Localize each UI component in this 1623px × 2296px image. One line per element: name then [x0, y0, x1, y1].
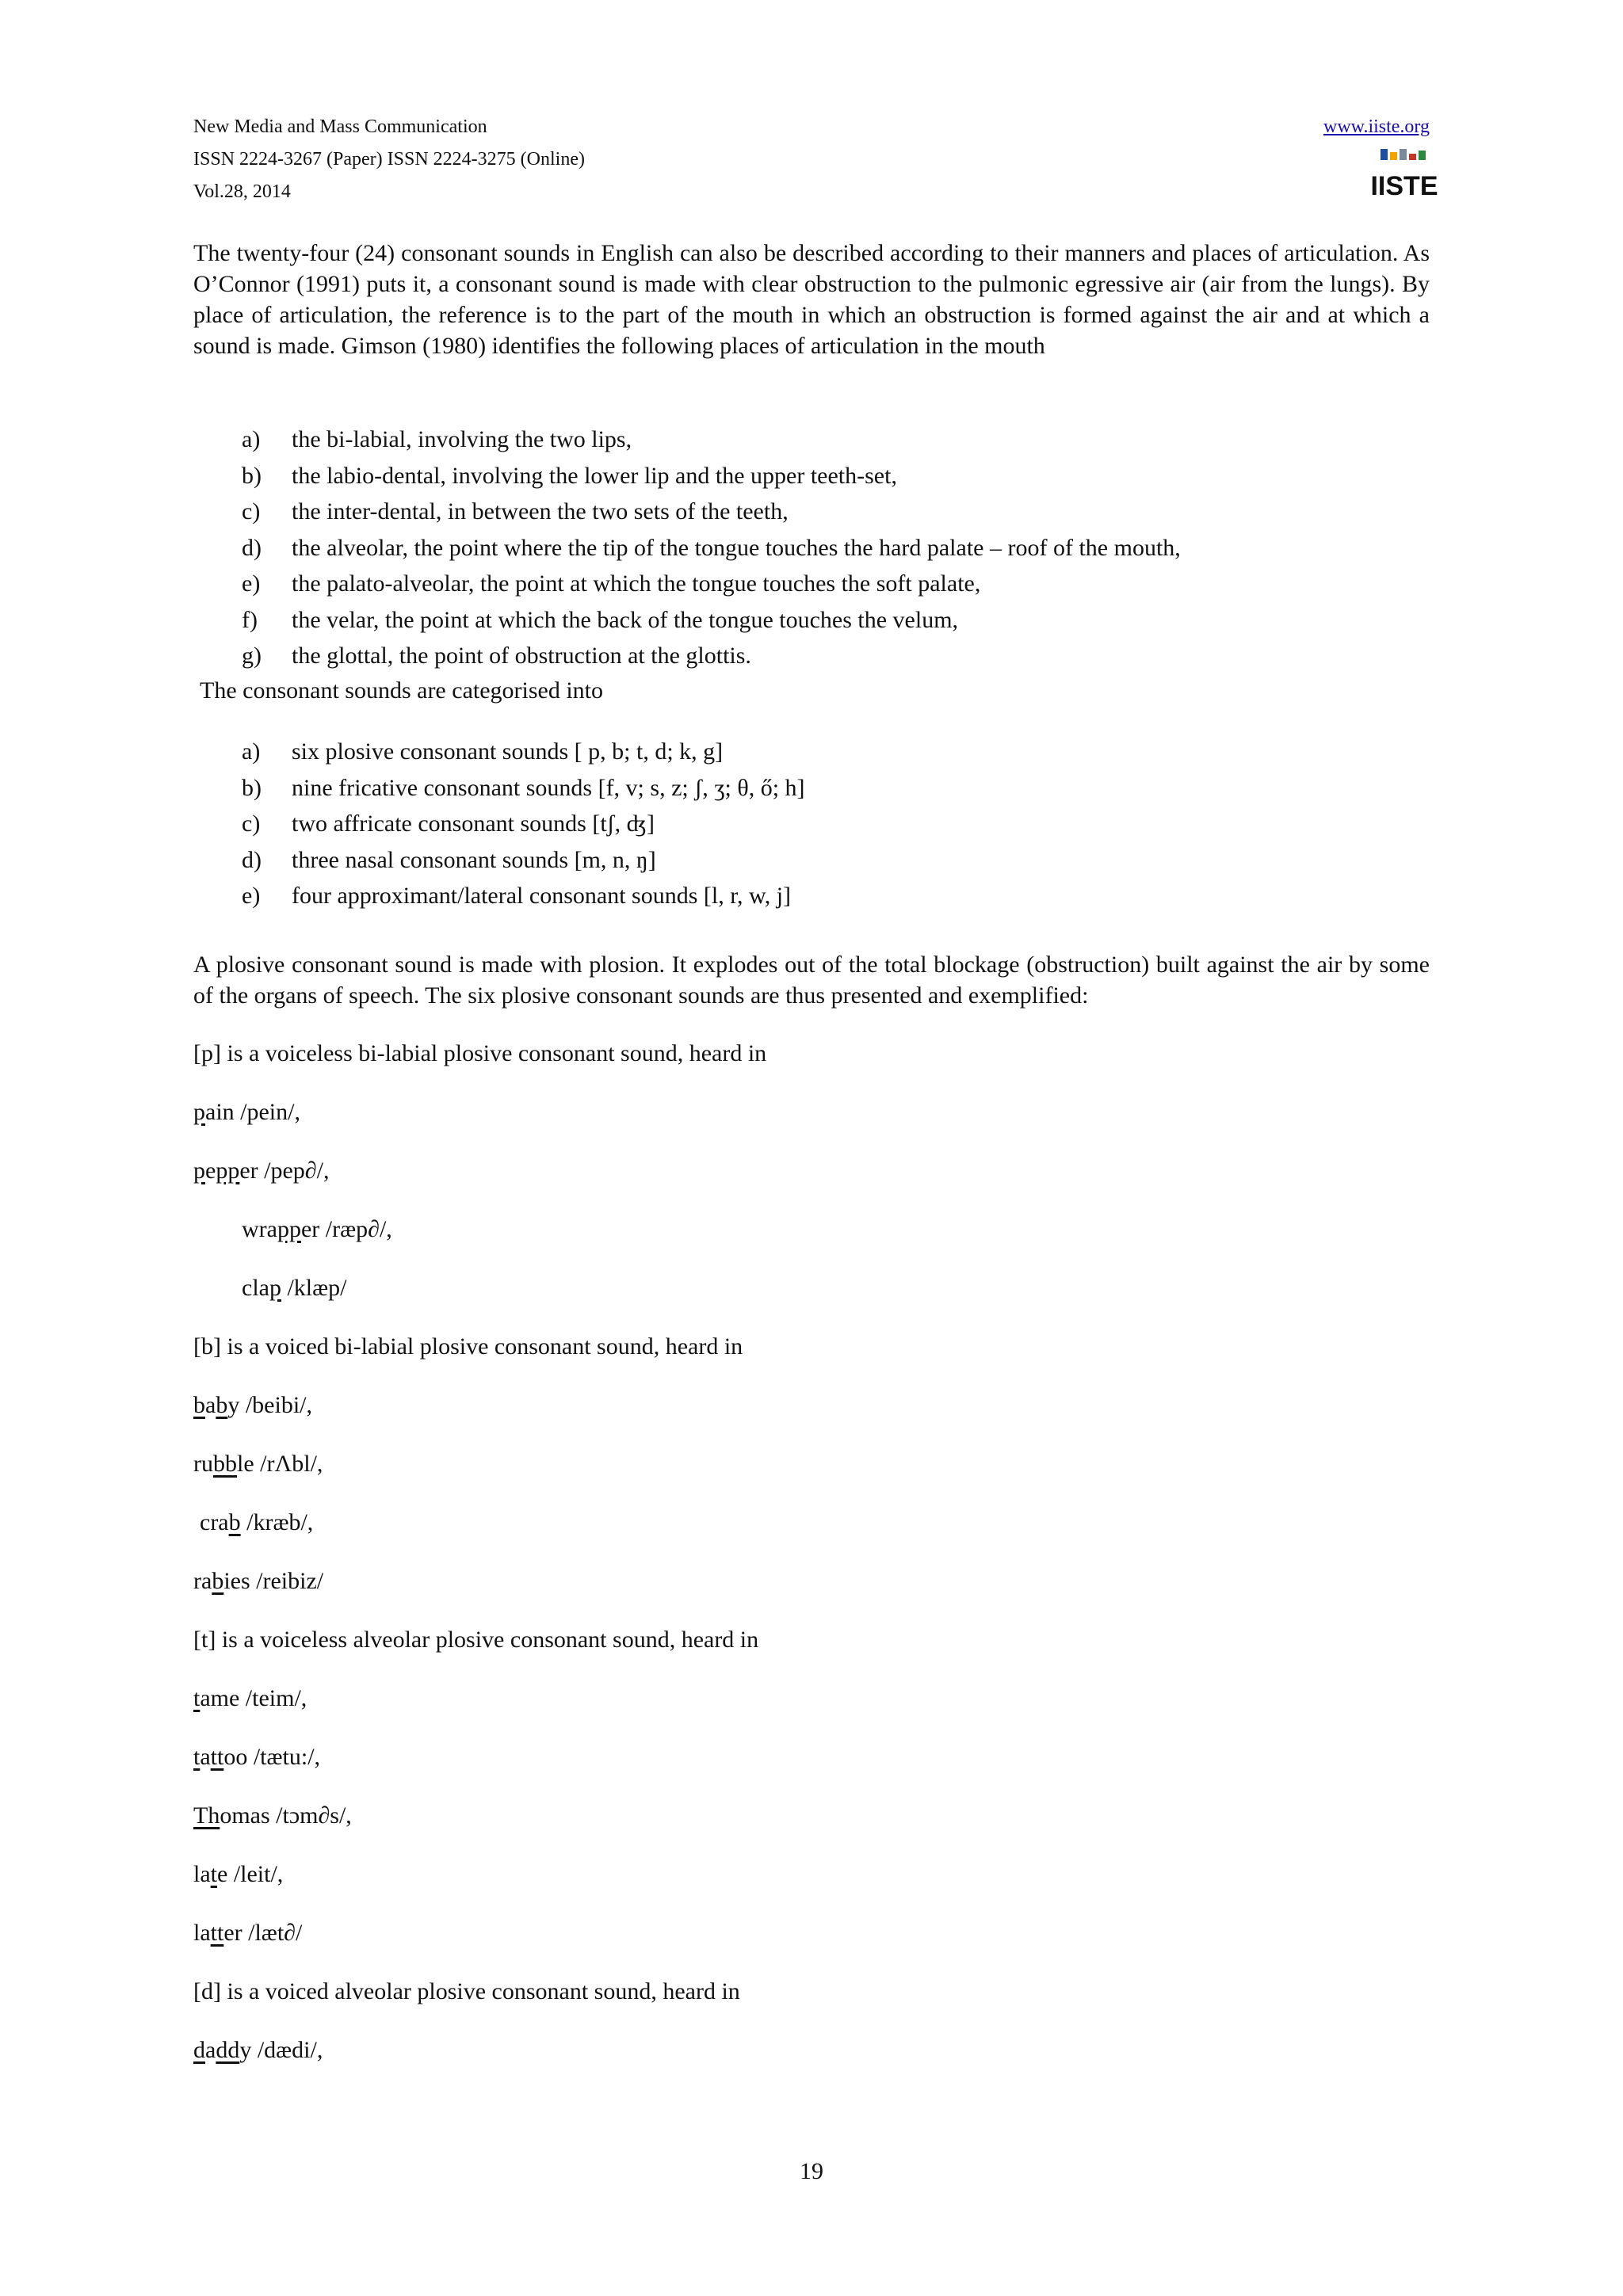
underlined-letters: d — [193, 2037, 205, 2063]
website-link[interactable]: www.iiste.org — [1323, 116, 1430, 137]
text-segment: la — [193, 1861, 211, 1887]
text-segment: ame /teim/, — [200, 1685, 307, 1711]
example-heading — [193, 1038, 766, 1069]
example-word — [200, 1507, 313, 1538]
underlined-letters: dd — [216, 2037, 240, 2063]
place-list-item — [242, 602, 1181, 639]
volume-line: Vol.28, 2014 — [193, 181, 291, 202]
list-item-text: two affricate consonant sounds [tʃ, ʤ] — [292, 810, 655, 837]
text-segment: wra — [242, 1216, 277, 1242]
place-list-item — [242, 458, 1181, 494]
underlined-letters: t — [210, 1861, 217, 1887]
example-word — [193, 1448, 323, 1479]
list-item-text: the velar, the point at which the back of the tongue touches the velum, — [292, 606, 959, 633]
place-list-item — [242, 638, 1181, 674]
example-word — [242, 1272, 346, 1303]
text-segment: [d] is a voiced alveolar plosive consonant sound, heard in — [193, 1978, 740, 2004]
text-segment: omas /tɔm∂s/, — [220, 1802, 352, 1829]
underlined-letters: bb — [213, 1451, 237, 1477]
place-list-item — [242, 530, 1181, 566]
text-segment: ra — [193, 1568, 212, 1594]
list-marker: b) — [242, 462, 262, 489]
underlined-letters: b — [216, 1392, 228, 1418]
example-word — [193, 1741, 320, 1772]
list-item-text: the glottal, the point of obstruction at the glottis. — [292, 643, 751, 669]
underlined-letters: b — [193, 1392, 205, 1418]
intro-paragraph: The twenty-four (24) consonant sounds in English can also be described according to their manners and places of articulation. As O’Connor (1991) puts it, a consonant sound is made with clear obstruction to the pulmonic egressive air (air from the lungs). By place of articulation, the reference is to the part of the mouth in which an obstruction is formed against the air and at which a sound is made. Gimson (1980) identifies the following places of articulation in the mouth — [193, 240, 1430, 359]
underlined-letters: p — [193, 1158, 205, 1184]
list-item-text: the palato-alveolar, the point at which the tongue touches the soft palate, — [292, 570, 981, 597]
example-heading — [193, 1624, 758, 1655]
example-heading — [193, 1331, 743, 1362]
list-marker: a) — [242, 426, 261, 452]
category-list-item — [242, 842, 805, 879]
text-segment: oo /tætu:/, — [223, 1744, 321, 1770]
text-segment: e /leit/, — [217, 1861, 284, 1887]
list-item-text: four approximant/lateral consonant sounds [l, r, w, j] — [292, 883, 792, 909]
category-list-item — [242, 878, 805, 914]
underlined-letters: p — [193, 1099, 205, 1125]
list-item-text: nine fricative consonant sounds [f, v; s, z; ʃ, ʒ; θ, ő; h] — [292, 774, 805, 801]
example-word — [193, 1917, 302, 1948]
underlined-letters: b — [228, 1509, 241, 1535]
iiste-logo — [1370, 147, 1438, 201]
list-item-text: the alveolar, the point where the tip of the tongue touches the hard palate – roof of the mouth, — [292, 534, 1181, 561]
plosive-paragraph: A plosive consonant sound is made with plosion. It explodes out of the total blockage (obstruction) built against the air by some of the organs of speech. The six plosive consonant sounds are thus presented and exemplified: — [193, 952, 1430, 1009]
categories-intro: The consonant sounds are categorised into — [200, 677, 604, 704]
text-segment: a — [205, 1392, 216, 1418]
text-segment: ru — [193, 1451, 213, 1477]
text-segment: y /dædi/, — [239, 2037, 323, 2063]
list-item-text: three nasal consonant sounds [m, n, ŋ] — [292, 846, 656, 873]
underlined-letters: t — [193, 1744, 200, 1770]
text-segment: er /ræp∂/, — [300, 1216, 392, 1242]
example-word — [242, 1214, 392, 1245]
list-marker: e) — [242, 570, 261, 597]
text-segment: e — [205, 1158, 216, 1184]
example-word — [193, 1155, 329, 1186]
list-item-text: the inter-dental, in between the two sets of the teeth, — [292, 498, 789, 524]
journal-title: New Media and Mass Communication — [193, 116, 487, 137]
text-segment: [p] is a voiceless bi-labial plosive consonant sound, heard in — [193, 1040, 767, 1066]
text-segment: er /pep∂/, — [239, 1158, 330, 1184]
place-list-item — [242, 494, 1181, 530]
list-marker: d) — [242, 846, 262, 873]
category-list-item — [242, 806, 805, 842]
text-segment: a — [200, 1744, 211, 1770]
text-segment: ies /reibiz/ — [223, 1568, 324, 1594]
underlined-letters: t — [193, 1685, 200, 1711]
underlined-letters: pp — [277, 1216, 301, 1242]
example-heading — [193, 1976, 740, 2007]
list-marker: c) — [242, 498, 261, 524]
text-segment: [b] is a voiced bi-labial plosive consonant sound, heard in — [193, 1333, 743, 1360]
text-segment: le /rΛbl/, — [237, 1451, 323, 1477]
list-marker: f) — [242, 606, 258, 633]
underlined-letters: b — [212, 1568, 224, 1594]
text-segment: [t] is a voiceless alveolar plosive consonant sound, heard in — [193, 1627, 759, 1653]
text-segment: la — [193, 1920, 211, 1946]
underlined-letters: pp — [216, 1158, 240, 1184]
category-list-item — [242, 770, 805, 807]
list-marker: b) — [242, 774, 262, 801]
text-segment: cla — [242, 1275, 269, 1301]
list-marker: a) — [242, 738, 261, 765]
svg-text:IISTE: IISTE — [1370, 171, 1438, 201]
text-segment: /kræb/, — [240, 1509, 314, 1535]
underlined-letters: p — [269, 1275, 281, 1301]
example-word — [193, 2035, 323, 2065]
consonant-categories-list — [242, 734, 805, 914]
underlined-letters: Th — [193, 1802, 220, 1829]
example-word — [193, 1683, 307, 1714]
example-word — [193, 1800, 352, 1831]
category-list-item — [242, 734, 805, 770]
underlined-letters: tt — [210, 1920, 224, 1946]
example-word — [193, 1097, 300, 1127]
list-marker: e) — [242, 883, 261, 909]
running-header — [193, 111, 1438, 208]
page-number: 19 — [800, 2158, 823, 2184]
issn-line: ISSN 2224-3267 (Paper) ISSN 2224-3275 (Online) — [193, 149, 585, 170]
text-segment: er /læt∂/ — [223, 1920, 303, 1946]
list-marker: c) — [242, 810, 261, 837]
list-marker: d) — [242, 534, 262, 561]
text-segment: y /beibi/, — [227, 1392, 312, 1418]
example-word — [193, 1390, 312, 1421]
underlined-letters: tt — [210, 1744, 224, 1770]
place-list-item — [242, 421, 1181, 458]
list-marker: g) — [242, 643, 262, 669]
text-segment: a — [205, 2037, 216, 2063]
list-item-text: the bi-labial, involving the two lips, — [292, 426, 632, 452]
list-item-text: the labio-dental, involving the lower lip and the upper teeth-set, — [292, 462, 897, 489]
example-word — [193, 1859, 283, 1890]
text-segment: cra — [200, 1509, 229, 1535]
text-segment: ain /pein/, — [205, 1099, 300, 1125]
places-of-articulation-list — [242, 421, 1181, 674]
example-word — [193, 1566, 323, 1596]
list-item-text: six plosive consonant sounds [ p, b; t, d; k, g] — [292, 738, 724, 765]
text-segment: /klæp/ — [281, 1275, 347, 1301]
place-list-item — [242, 566, 1181, 602]
